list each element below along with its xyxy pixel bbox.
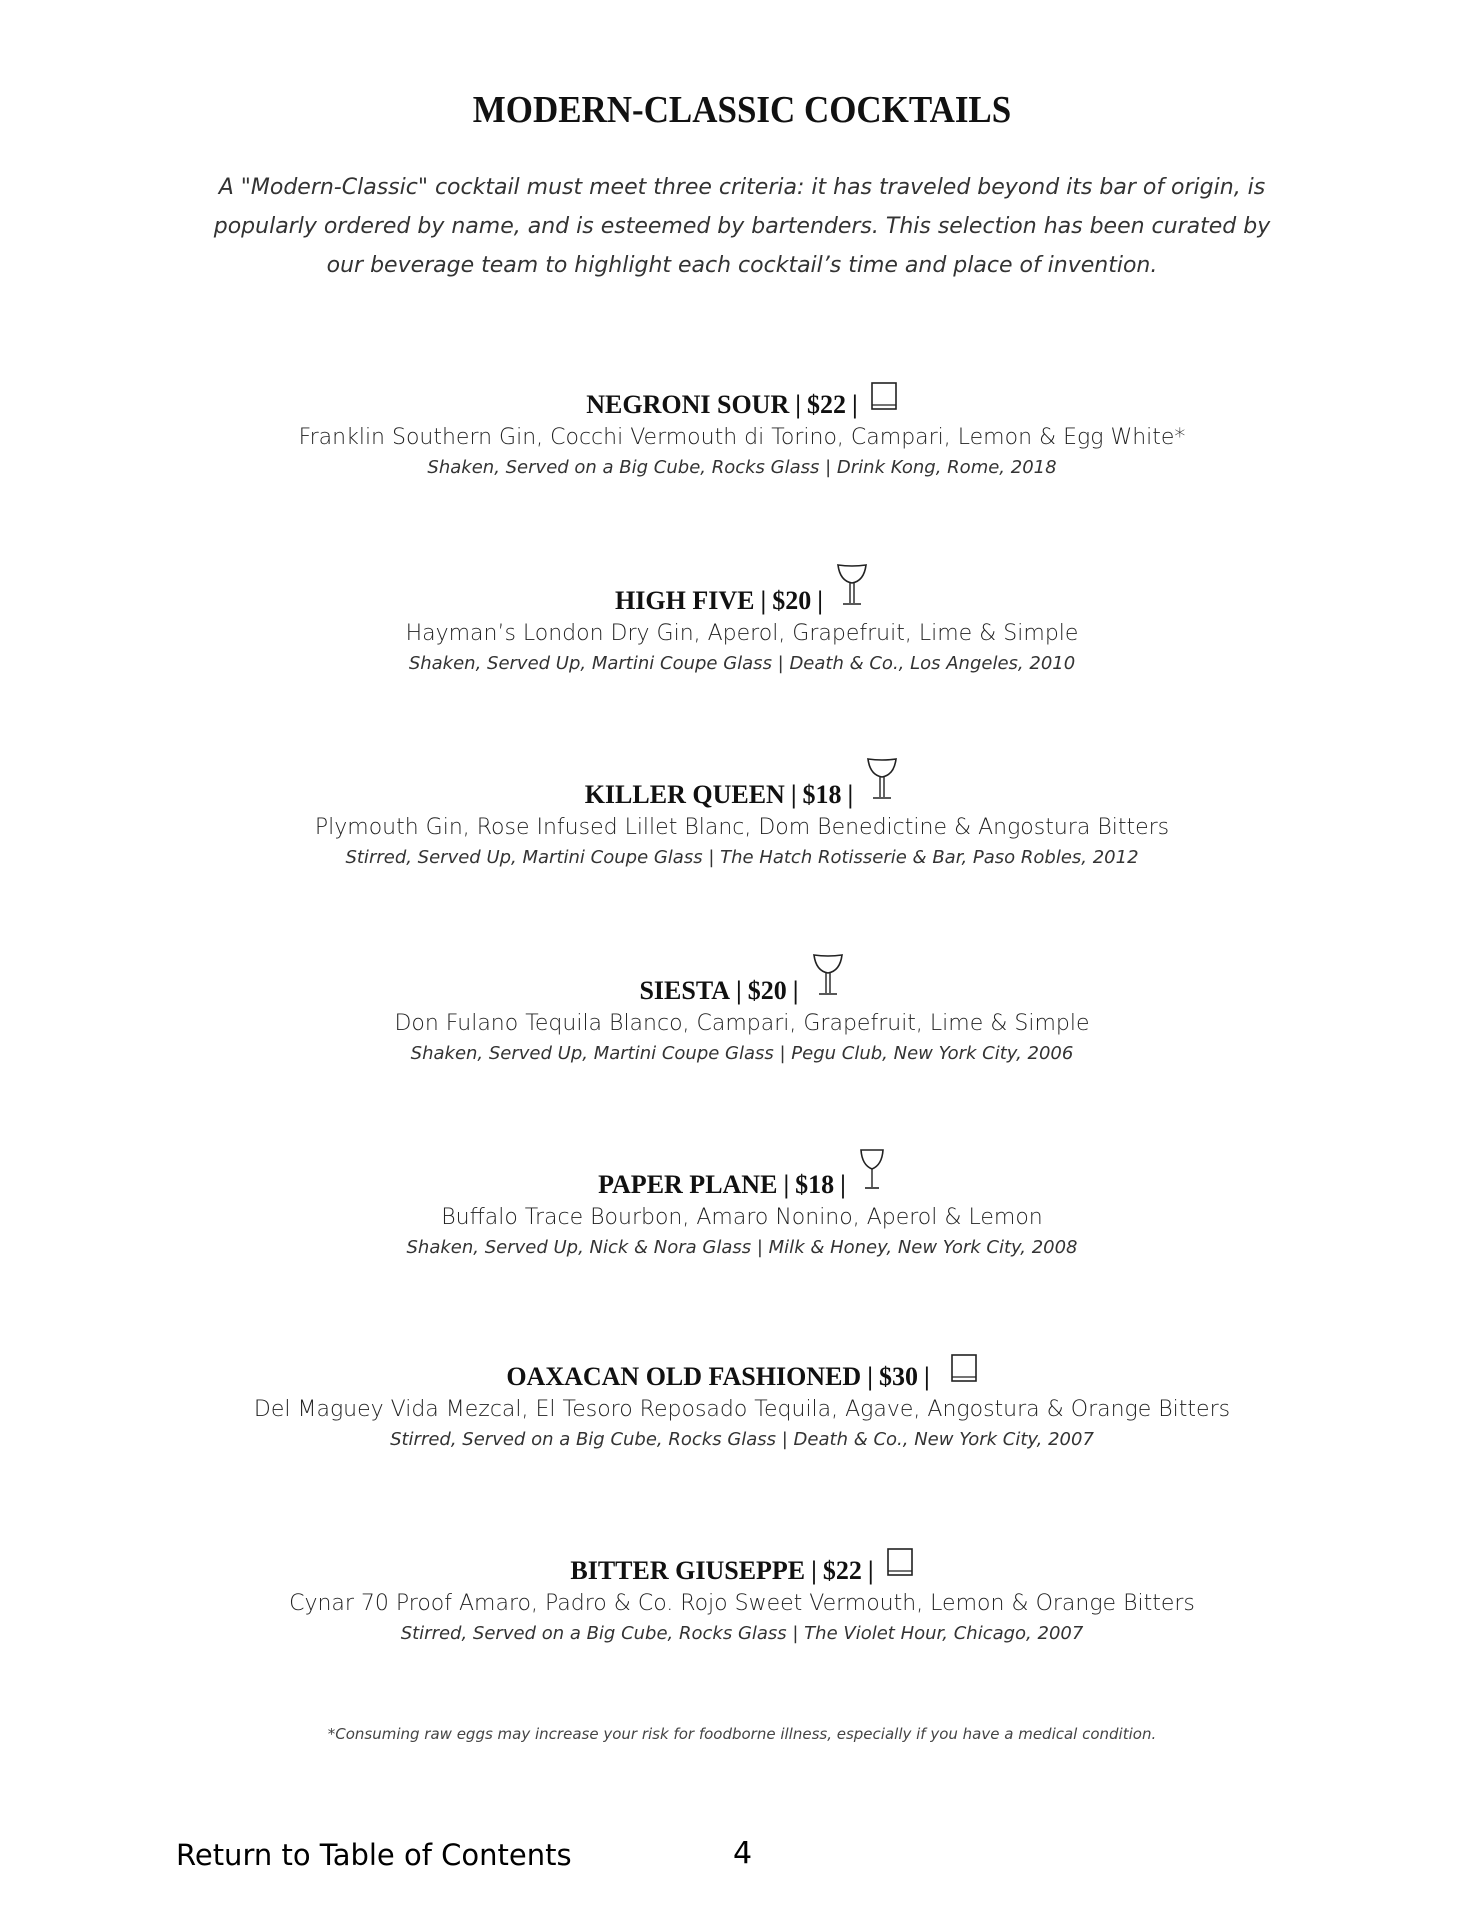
cocktail-notes: Shaken, Served Up, Martini Coupe Glass | Death & Co., Los Angeles, 2010 bbox=[408, 653, 1076, 674]
cocktail-item bbox=[0, 770, 1484, 872]
cocktail-item bbox=[0, 1352, 1484, 1454]
separator: | bbox=[792, 976, 799, 1005]
cocktail-item bbox=[0, 1160, 1484, 1262]
cocktail-notes: Shaken, Served on a Big Cube, Rocks Glass | Drink Kong, Rome, 2018 bbox=[427, 457, 1057, 478]
separator: | bbox=[760, 586, 767, 615]
cocktail-ingredients: Cynar 70 Proof Amaro, Padro & Co. Rojo Sweet Vermouth, Lemon & Orange Bitters bbox=[289, 1591, 1195, 1616]
cocktail-notes: Stirred, Served on a Big Cube, Rocks Glass | Death & Co., New York City, 2007 bbox=[390, 1429, 1094, 1450]
return-to-toc-link[interactable]: Return to Table of Contents bbox=[176, 1838, 572, 1872]
coupe-glass-icon bbox=[865, 755, 899, 808]
cocktail-item bbox=[0, 380, 1484, 482]
page-title: MODERN-CLASSIC COCKTAILS bbox=[472, 89, 1012, 131]
cocktail-name: NEGRONI SOUR bbox=[586, 390, 790, 419]
cocktail-name: HIGH FIVE bbox=[615, 586, 755, 615]
separator: | bbox=[847, 780, 854, 809]
cocktail-ingredients: Del Maguey Vida Mezcal, El Tesoro Reposado Tequila, Agave, Angostura & Orange Bitters bbox=[253, 1397, 1231, 1422]
separator: | bbox=[867, 1362, 873, 1391]
cocktail-heading bbox=[0, 576, 1484, 616]
cocktail-heading bbox=[0, 1352, 1484, 1392]
cocktail-heading bbox=[0, 1546, 1484, 1586]
separator: | bbox=[783, 1170, 790, 1199]
separator: | bbox=[867, 1556, 874, 1585]
cocktail-heading bbox=[0, 770, 1484, 810]
cocktail-heading bbox=[0, 966, 1484, 1006]
cocktail-name: SIESTA bbox=[639, 976, 731, 1005]
rocks-glass-icon bbox=[886, 1547, 914, 1584]
separator: | bbox=[817, 586, 823, 615]
cocktail-price: $30 bbox=[878, 1362, 918, 1391]
cocktail-notes: Shaken, Served Up, Nick & Nora Glass | Milk & Honey, New York City, 2008 bbox=[406, 1237, 1078, 1258]
cocktail-name: KILLER QUEEN bbox=[584, 780, 785, 809]
separator: | bbox=[736, 976, 742, 1005]
cocktail-price: $20 bbox=[772, 586, 812, 615]
cocktail-item bbox=[0, 1546, 1484, 1648]
cocktail-notes: Stirred, Served on a Big Cube, Rocks Glass | The Violet Hour, Chicago, 2007 bbox=[400, 1623, 1084, 1644]
separator: | bbox=[851, 390, 858, 419]
cocktail-heading bbox=[0, 1160, 1484, 1200]
coupe-glass-icon bbox=[835, 561, 869, 614]
raw-egg-disclaimer: *Consuming raw eggs may increase your risk for foodborne illness, especially if you have a medical condition. bbox=[327, 1725, 1157, 1743]
cocktail-ingredients: Hayman’s London Dry Gin, Aperol, Grapefruit, Lime & Simple bbox=[405, 621, 1079, 646]
rocks-glass-icon bbox=[950, 1353, 978, 1390]
intro-text: A "Modern-Classic" cocktail must meet three criteria: it has traveled beyond its bar of origin, is popularly ordered by name, and is esteemed by bartenders. This selection has been curated by our beverage team to highlight each cocktail’s time and place of invention. bbox=[213, 175, 1271, 278]
nick-and-nora-glass-icon bbox=[858, 1147, 886, 1198]
separator: | bbox=[923, 1362, 930, 1391]
cocktail-price: $22 bbox=[822, 1556, 862, 1585]
cocktail-item bbox=[0, 966, 1484, 1068]
cocktail-name: BITTER GIUSEPPE bbox=[570, 1556, 806, 1585]
separator: | bbox=[790, 780, 797, 809]
cocktail-name: PAPER PLANE bbox=[598, 1170, 778, 1199]
separator: | bbox=[795, 390, 801, 419]
cocktail-heading bbox=[0, 380, 1484, 420]
cocktail-item bbox=[0, 576, 1484, 678]
rocks-glass-icon bbox=[870, 381, 898, 418]
cocktail-price: $18 bbox=[795, 1170, 835, 1199]
cocktail-price: $20 bbox=[747, 976, 787, 1005]
separator: | bbox=[840, 1170, 846, 1199]
cocktail-notes: Shaken, Served Up, Martini Coupe Glass | Pegu Club, New York City, 2006 bbox=[410, 1043, 1074, 1064]
cocktail-price: $18 bbox=[802, 780, 842, 809]
cocktail-ingredients: Plymouth Gin, Rose Infused Lillet Blanc, Dom Benedictine & Angostura Bitters bbox=[314, 815, 1170, 840]
cocktail-ingredients: Buffalo Trace Bourbon, Amaro Nonino, Aperol & Lemon bbox=[441, 1205, 1043, 1230]
cocktail-price: $22 bbox=[806, 390, 846, 419]
separator: | bbox=[811, 1556, 817, 1585]
cocktail-name: OAXACAN OLD FASHIONED bbox=[506, 1362, 862, 1391]
cocktail-ingredients: Franklin Southern Gin, Cocchi Vermouth di Torino, Campari, Lemon & Egg White* bbox=[298, 425, 1186, 450]
coupe-glass-icon bbox=[811, 951, 845, 1004]
page-number: 4 bbox=[733, 1836, 753, 1871]
cocktail-ingredients: Don Fulano Tequila Blanco, Campari, Grapefruit, Lime & Simple bbox=[394, 1011, 1090, 1036]
cocktail-notes: Stirred, Served Up, Martini Coupe Glass | The Hatch Rotisserie & Bar, Paso Robles, 2012 bbox=[345, 847, 1139, 868]
